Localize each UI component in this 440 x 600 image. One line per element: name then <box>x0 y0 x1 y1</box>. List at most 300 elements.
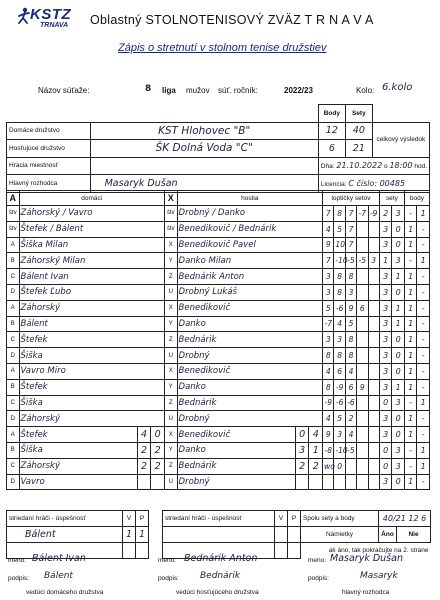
set-score: -8 <box>323 442 334 458</box>
points-home: 1 <box>404 284 417 300</box>
home-player: Šiška <box>19 442 137 458</box>
guest-won: 0 <box>295 427 309 443</box>
set-score: 5 <box>345 316 356 332</box>
set-score: 8 <box>345 269 356 285</box>
set-score: -10 <box>334 253 345 269</box>
set-score <box>357 332 368 348</box>
logo-sub: TRNAVA <box>40 22 69 29</box>
set-score: 4 <box>323 411 334 427</box>
set-score: -5 <box>345 442 356 458</box>
points-away: - <box>417 427 430 443</box>
sets-away: 3 <box>392 458 405 474</box>
set-score <box>368 363 379 379</box>
set-score <box>357 237 368 253</box>
points-home: 1 <box>404 332 417 348</box>
set-score: 9 <box>323 427 334 443</box>
points-home: 1 <box>404 300 417 316</box>
points-home: 1 <box>404 269 417 285</box>
set-score <box>357 221 368 237</box>
guest-player: Benedikovič Pavel <box>177 237 323 253</box>
set-score: -6 <box>345 395 356 411</box>
competition-label: Názov súťaže: <box>38 86 90 95</box>
guest-player: Danko <box>177 316 323 332</box>
remarks-yes[interactable]: Áno <box>379 527 397 543</box>
away-leader-sign-label: podpis: <box>158 575 179 582</box>
kstz-logo <box>14 6 76 34</box>
org-title: Oblastný STOLNOTENISOVÝ ZVÄZ T R N A V A <box>90 13 374 27</box>
away-leader-signature: Bednárik <box>200 571 241 581</box>
license-value: C číslo: 00485 <box>348 178 406 188</box>
home-player: Šiška Milan <box>19 237 165 253</box>
set-score: 3 <box>323 332 334 348</box>
home-player: Šiška <box>19 395 165 411</box>
sets-home: 1 <box>379 253 392 269</box>
home-player: Záhorský <box>19 458 137 474</box>
home-team-label: Domáce družstvo <box>7 122 91 140</box>
points-away: 1 <box>417 253 430 269</box>
set-score: 7 <box>345 221 356 237</box>
set-score: 2 <box>345 411 356 427</box>
match-row <box>7 269 430 285</box>
home-player: Štefek <box>19 379 165 395</box>
set-score: 9 <box>345 300 356 316</box>
col-sets: loptičky setov <box>323 191 380 206</box>
guest-won <box>295 474 309 490</box>
set-score: -6 <box>334 300 345 316</box>
season-value: 2022/23 <box>284 86 313 95</box>
sets-away: 3 <box>392 395 405 411</box>
guest-side: Y <box>165 316 178 332</box>
set-score: 4 <box>345 427 356 443</box>
sets-home: 2 <box>379 206 392 222</box>
set-score <box>357 458 368 474</box>
home-side: B <box>7 253 20 269</box>
home-player: Bálent Ivan <box>19 269 165 285</box>
sets-home: 3 <box>379 221 392 237</box>
set-score <box>368 348 379 364</box>
set-score <box>357 363 368 379</box>
guest-player: Danko <box>177 379 323 395</box>
home-side: A <box>7 363 20 379</box>
set-score: 10 <box>334 237 345 253</box>
guest-side: U <box>165 474 178 490</box>
away-subs-label: striedaní hráči - úspešnosť <box>163 511 275 527</box>
home-sub-v: 1 <box>123 527 136 543</box>
points-away: - <box>417 316 430 332</box>
home-leader-name-label: meno: <box>8 557 27 564</box>
guest-side: U <box>165 411 178 427</box>
sets-home: 3 <box>379 300 392 316</box>
guest-side: Z <box>165 269 178 285</box>
guest-player: Benedikovič <box>177 363 323 379</box>
sets-home: 3 <box>379 379 392 395</box>
points-home: 1 <box>404 474 417 490</box>
points-home: 1 <box>404 363 417 379</box>
guest-player: Benedikovič / Bednárik <box>177 221 323 237</box>
sets-home: 3 <box>379 316 392 332</box>
points-away: - <box>417 363 430 379</box>
guest-side: Y <box>165 253 178 269</box>
set-score <box>368 300 379 316</box>
home-side: štv <box>7 206 20 222</box>
time-unit: hod. <box>414 163 427 171</box>
sets-away: 0 <box>392 427 405 443</box>
sets-home: 3 <box>379 348 392 364</box>
points-away: - <box>417 237 430 253</box>
points-home: 1 <box>404 379 417 395</box>
home-leader-name: Bálent Ivan <box>32 553 86 564</box>
home-player: Záhorský <box>19 300 165 316</box>
set-score: 8 <box>345 332 356 348</box>
col-sety: sety <box>379 191 404 206</box>
set-score: -7 <box>357 206 368 222</box>
set-score <box>368 237 379 253</box>
set-score: -9 <box>334 379 345 395</box>
set-score <box>368 395 379 411</box>
set-score: 9 <box>357 379 368 395</box>
home-side: B <box>7 442 20 458</box>
set-score: 4 <box>323 221 334 237</box>
body-header: Body <box>318 105 345 123</box>
set-score: 8 <box>345 348 356 364</box>
match-row <box>7 316 430 332</box>
sets-away: 1 <box>392 269 405 285</box>
points-home: - <box>404 395 417 411</box>
guest-side: X <box>165 237 178 253</box>
home-player: Štefek <box>19 427 137 443</box>
guest-player: Drobný Lukáš <box>177 284 323 300</box>
set-score: 4 <box>334 316 345 332</box>
match-row <box>7 300 430 316</box>
home-lost: 2 <box>151 458 165 474</box>
set-score: 8 <box>334 284 345 300</box>
sets-away: 3 <box>392 253 405 269</box>
set-score <box>368 379 379 395</box>
match-row <box>7 332 430 348</box>
sets-away: 0 <box>392 411 405 427</box>
points-away: - <box>417 474 430 490</box>
round-label: Kolo: <box>356 86 375 95</box>
set-score: -9 <box>323 395 334 411</box>
guest-player: Bednárik <box>177 395 323 411</box>
sets-home: 0 <box>379 442 392 458</box>
set-score: 6 <box>357 300 368 316</box>
guest-player: Drobný <box>177 411 323 427</box>
sets-away: 1 <box>392 316 405 332</box>
totals-value: 40/21 12 6 <box>379 511 431 527</box>
remarks-no[interactable]: Nie <box>397 527 431 543</box>
set-score: 6 <box>345 379 356 395</box>
points-away: - <box>417 269 430 285</box>
sets-home: 0 <box>379 395 392 411</box>
remarks-label: Námietky <box>301 527 379 543</box>
guest-lost: 4 <box>309 427 323 443</box>
license-label: Licencia: <box>320 180 347 188</box>
points-home: - <box>404 206 417 222</box>
set-score: 5 <box>334 221 345 237</box>
set-score <box>368 411 379 427</box>
date-value: 21.10.2022 <box>336 161 383 171</box>
home-sub-p: 1 <box>136 527 149 543</box>
home-player: Vavro Miro <box>19 363 165 379</box>
set-score <box>323 474 334 490</box>
match-row <box>7 348 430 364</box>
away-p-header: P <box>288 511 301 527</box>
sets-home: 3 <box>379 269 392 285</box>
sets-away: 0 <box>392 237 405 253</box>
sets-away: 0 <box>392 363 405 379</box>
set-score <box>357 395 368 411</box>
home-leader-role: vedúci domáceho družstva <box>26 589 104 596</box>
set-score: 0 <box>334 458 345 474</box>
away-team-name: ŠK Dolná Voda "C" <box>90 140 318 158</box>
points-away: 1 <box>417 442 430 458</box>
set-score: 4 <box>323 363 334 379</box>
points-home: 1 <box>404 221 417 237</box>
match-row <box>7 363 430 379</box>
home-player: Štefek <box>19 332 165 348</box>
set-score <box>368 458 379 474</box>
points-away: - <box>417 348 430 364</box>
sets-home: 3 <box>379 411 392 427</box>
guest-player: Drobný <box>177 348 323 364</box>
home-team-name: KST Hlohovec "B" <box>90 122 318 140</box>
guest-side: Y <box>165 379 178 395</box>
guest-side: X <box>165 427 178 443</box>
points-away: - <box>417 284 430 300</box>
home-side: B <box>7 379 20 395</box>
set-score: 8 <box>323 348 334 364</box>
guest-side: Z <box>165 395 178 411</box>
set-score: 5 <box>334 411 345 427</box>
col-home: domáci <box>19 191 165 206</box>
referee-name: Masaryk Dušan <box>90 175 318 193</box>
set-score: -5 <box>345 253 356 269</box>
liga-label: liga <box>162 86 176 95</box>
set-score <box>368 442 379 458</box>
sets-home: 3 <box>379 332 392 348</box>
guest-player: Danko <box>177 442 295 458</box>
sets-away: 1 <box>392 379 405 395</box>
home-won: 2 <box>137 442 151 458</box>
set-score: 7 <box>345 206 356 222</box>
home-side: A <box>7 237 20 253</box>
set-score: -6 <box>334 395 345 411</box>
set-score <box>357 348 368 364</box>
set-score: 3 <box>334 427 345 443</box>
home-v-header: V <box>123 511 136 527</box>
set-score: 7 <box>345 237 356 253</box>
guest-side: U <box>165 348 178 364</box>
away-team-label: Hosťujúce družstvo <box>7 140 91 158</box>
set-score <box>357 316 368 332</box>
set-score: 7 <box>323 253 334 269</box>
home-won: 2 <box>137 458 151 474</box>
points-away: - <box>417 300 430 316</box>
set-score: 6 <box>334 363 345 379</box>
round-value: 6.kolo <box>382 82 413 93</box>
col-a: A <box>7 191 20 206</box>
home-sety: 40 <box>345 122 372 140</box>
sets-away: 0 <box>392 332 405 348</box>
match-row <box>7 379 430 395</box>
match-row <box>7 442 430 458</box>
set-score: 8 <box>334 348 345 364</box>
match-row <box>7 395 430 411</box>
ref-name: Masaryk Dušan <box>330 553 403 564</box>
ref-name-label: meno: <box>308 557 327 564</box>
points-home: - <box>404 442 417 458</box>
set-score <box>357 411 368 427</box>
continue-note: ak áno, tak pokračujte na 2. strane <box>328 547 429 555</box>
sets-away: 0 <box>392 284 405 300</box>
col-x: X <box>165 191 178 206</box>
home-side: A <box>7 427 20 443</box>
guest-player: Bednárik Anton <box>177 269 323 285</box>
set-score <box>368 269 379 285</box>
set-score: 5 <box>323 300 334 316</box>
set-score: 3 <box>368 253 379 269</box>
set-score <box>368 427 379 443</box>
sets-away: 0 <box>392 474 405 490</box>
points-home: 1 <box>404 316 417 332</box>
set-score <box>357 269 368 285</box>
sets-home: 3 <box>379 363 392 379</box>
sets-away: 3 <box>392 442 405 458</box>
home-player: Záhorský Milan <box>19 253 165 269</box>
home-player: Vavro <box>19 474 137 490</box>
substitutions-table <box>6 510 431 559</box>
logo-brand: KSTZ <box>30 6 72 23</box>
home-won <box>137 474 151 490</box>
match-row <box>7 253 430 269</box>
set-score: 3 <box>323 284 334 300</box>
points-away: - <box>417 221 430 237</box>
home-won: 4 <box>137 427 151 443</box>
home-lost: 0 <box>151 427 165 443</box>
sets-away: 0 <box>392 221 405 237</box>
guest-player: Benedikovič <box>177 300 323 316</box>
set-score <box>345 458 356 474</box>
points-away: 1 <box>417 395 430 411</box>
home-side: C <box>7 269 20 285</box>
guest-won: 2 <box>295 458 309 474</box>
set-score <box>357 442 368 458</box>
home-side: B <box>7 316 20 332</box>
home-leader-signature: Bálent <box>44 571 73 581</box>
guest-lost <box>309 474 323 490</box>
points-away: 1 <box>417 206 430 222</box>
competition-value: 8 <box>145 84 152 94</box>
set-score: 3 <box>345 284 356 300</box>
home-side: C <box>7 332 20 348</box>
match-row <box>7 474 430 490</box>
set-score: 3 <box>334 332 345 348</box>
guest-player: Drobný / Danko <box>177 206 323 222</box>
set-score: wo <box>323 458 334 474</box>
guest-side: X <box>165 363 178 379</box>
home-side: D <box>7 348 20 364</box>
guest-lost: 2 <box>309 458 323 474</box>
match-row <box>7 221 430 237</box>
match-row <box>7 458 430 474</box>
sets-away: 1 <box>392 300 405 316</box>
col-body: body <box>404 191 429 206</box>
home-sub-player: Bálent <box>7 527 123 543</box>
home-side: C <box>7 458 20 474</box>
home-leader-sign-label: podpis: <box>8 575 29 582</box>
guest-side: štv <box>165 221 178 237</box>
home-side: C <box>7 395 20 411</box>
season-label: súť. ročník: <box>218 86 258 95</box>
set-score <box>345 474 356 490</box>
home-body: 12 <box>318 122 345 140</box>
points-home: 1 <box>404 427 417 443</box>
points-away: - <box>417 379 430 395</box>
points-home: 1 <box>404 411 417 427</box>
set-score: 8 <box>334 269 345 285</box>
set-score: 8 <box>334 206 345 222</box>
points-home: 1 <box>404 237 417 253</box>
sets-away: 3 <box>392 206 405 222</box>
home-player: Záhorský <box>19 411 165 427</box>
guest-side: U <box>165 284 178 300</box>
set-score: -7 <box>323 316 334 332</box>
match-row <box>7 206 430 222</box>
home-player: Šiška <box>19 348 165 364</box>
away-leader-role: vedúci hosťujúceho družstva <box>176 589 259 596</box>
sets-home: 0 <box>379 458 392 474</box>
set-score: 8 <box>323 379 334 395</box>
guest-lost: 1 <box>309 442 323 458</box>
set-score <box>357 427 368 443</box>
away-body: 6 <box>318 140 345 158</box>
points-away: - <box>417 332 430 348</box>
home-player: Bálent <box>19 316 165 332</box>
set-score <box>334 474 345 490</box>
points-home: - <box>404 458 417 474</box>
matches-table <box>6 190 430 490</box>
match-row <box>7 427 430 443</box>
sets-home: 3 <box>379 284 392 300</box>
form-subtitle: Zápis o stretnutí v stolnom tenise družstiev <box>118 42 327 54</box>
ref-signature: Masaryk <box>360 571 398 581</box>
home-side: A <box>7 300 20 316</box>
set-score: 9 <box>323 237 334 253</box>
date-label: Dňa: <box>320 163 335 171</box>
points-home: 1 <box>404 348 417 364</box>
guest-side: štv <box>165 206 178 222</box>
home-lost: 2 <box>151 442 165 458</box>
time-sep: o <box>384 163 388 171</box>
set-score: 7 <box>323 206 334 222</box>
home-side: D <box>7 411 20 427</box>
set-score <box>368 316 379 332</box>
set-score <box>368 474 379 490</box>
points-home: - <box>404 253 417 269</box>
sets-away: 0 <box>392 348 405 364</box>
match-row <box>7 411 430 427</box>
ref-role: hlavný rozhodca <box>342 589 390 596</box>
sety-header: Sety <box>345 105 372 123</box>
sets-home: 3 <box>379 427 392 443</box>
guest-won: 3 <box>295 442 309 458</box>
referee-label: Hlavný rozhodca <box>7 175 91 193</box>
time-value: 18:00 <box>389 161 413 171</box>
match-row <box>7 237 430 253</box>
away-v-header: V <box>275 511 288 527</box>
guest-player: Bednárik <box>177 332 323 348</box>
